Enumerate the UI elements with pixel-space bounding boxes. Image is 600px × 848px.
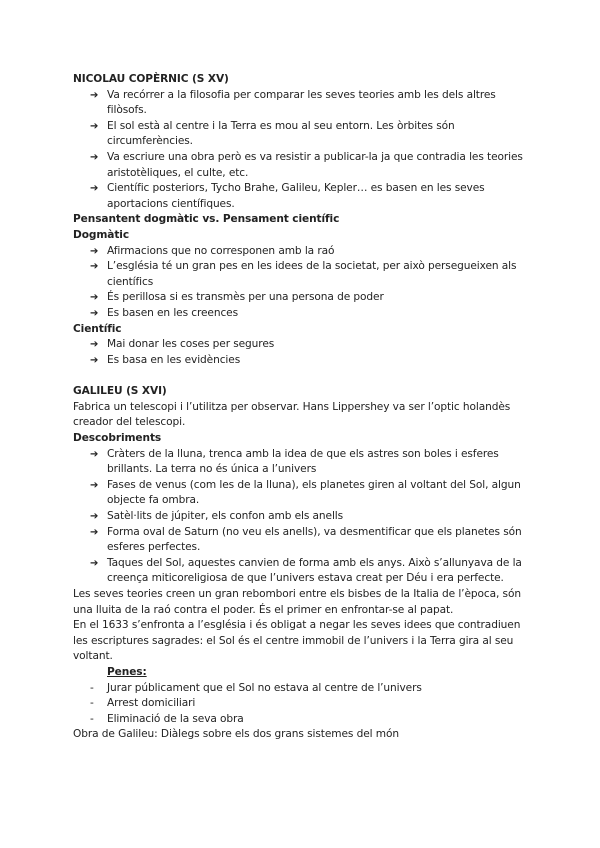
galileu-heading: GALILEU (S XVI) [73,385,167,398]
list-item: - Eliminació de la seva obra [90,712,533,728]
penes-list [73,681,533,728]
galileu-paragraph-1: Les seves teories creen un gran rebombori entre els bisbes de la Italia de l’època, són una lluita de la raó contra el poder. És el primer en enfrontar-se al papat. [73,588,521,616]
section-gap [73,368,533,384]
list-item: ➔ Científic posteriors, Tycho Brahe, Galileu, Kepler… es basen en les seves aportacions científiques. [90,182,485,210]
galileu-obra: Obra de Galileu: Diàlegs sobre els dos grans sistemes del món [73,728,399,741]
list-item: - Jurar públicament que el Sol no estava al centre de l’univers [90,681,533,697]
list-item: ➔ Es basa en les evidències [90,353,533,369]
arrow-icon: ➔ [90,511,99,523]
descobriments-heading: Descobriments [73,432,162,445]
list-item: ➔ Mai donar les coses per segures [90,337,533,353]
galileu-paragraph-2: En el 1633 s’enfronta a l’església i és obligat a negar les seves idees que contradiuen les escriptures sagrades: el Sol és el centre immobil de l’univers i la Terra gira al seu voltant. [73,619,521,663]
document-content [73,72,533,743]
dash-icon: - [90,712,94,725]
list-item: ➔ Cràters de la lluna, trenca amb la idea de que els astres son boles i esferes brillants. La terra no és única a l’univers [90,447,499,476]
dogmatic-heading: Dogmàtic [73,228,130,241]
cientific-list [73,337,533,368]
copernic-heading: NICOLAU COPÈRNIC (S XV) [73,73,229,85]
arrow-icon: ➔ [90,151,99,163]
arrow-icon: ➔ [90,339,99,351]
arrow-icon: ➔ [90,120,99,132]
arrow-icon: ➔ [90,557,99,569]
list-item: ➔ Fases de venus (com les de la lluna), els planetes giren al voltant del Sol, algun objecte fa ombra. [90,478,521,507]
arrow-icon: ➔ [90,245,99,257]
dogmatic-list [73,244,533,322]
arrow-icon: ➔ [90,307,99,319]
list-item: ➔ Va escriure una obra però es va resistir a publicar-la ja que contradia les teories aristotèliques, el culte, etc. [90,150,523,179]
arrow-icon: ➔ [90,89,99,101]
dash-icon: - [90,697,94,710]
arrow-icon: ➔ [90,292,99,304]
arrow-icon: ➔ [90,526,99,538]
dash-icon: - [90,681,94,694]
arrow-icon: ➔ [90,354,99,366]
arrow-icon: ➔ [90,479,99,491]
list-item: ➔ Taques del Sol, aquestes canvien de forma amb els anys. Això s’allunyava de la creença miticoreligiosa de que l’univers estava creat per Déu i era perfecte. [90,556,522,585]
list-item: ➔ És perillosa si es transmès per una persona de poder [90,290,533,306]
arrow-icon: ➔ [90,183,99,195]
list-item: ➔ El sol està al centre i la Terra es mou al seu entorn. Les òrbites són circumferències. [90,119,455,148]
descobriments-list [73,447,533,587]
list-item: ➔ Satèl·lits de júpiter, els confon amb els anells [90,509,533,525]
pensament-heading: Pensantent dogmàtic vs. Pensament científic [73,213,340,226]
penes-heading: Penes: [107,665,147,678]
cientific-heading: Científic [73,322,122,335]
list-item: ➔ Afirmacions que no corresponen amb la raó [90,244,533,260]
arrow-icon: ➔ [90,261,99,273]
list-item: ➔ L’església té un gran pes en les idees de la societat, per això persegueixen als científics [90,260,517,288]
copernic-list [73,88,533,213]
list-item: ➔ Es basen en les creences [90,306,533,322]
list-item: - Arrest domiciliari [90,696,533,712]
list-item: ➔ Va recórrer a la filosofia per comparar les seves teories amb les dels altres filòsofs. [90,88,496,117]
arrow-icon: ➔ [90,448,99,460]
list-item: ➔ Forma oval de Saturn (no veu els anells), va desmentificar que els planetes són esferes perfectes. [90,525,522,554]
galileu-intro: Fabrica un telescopi i l’utilitza per observar. Hans Lippershey va ser l’optic holandès creador del telescopi. [73,400,511,429]
